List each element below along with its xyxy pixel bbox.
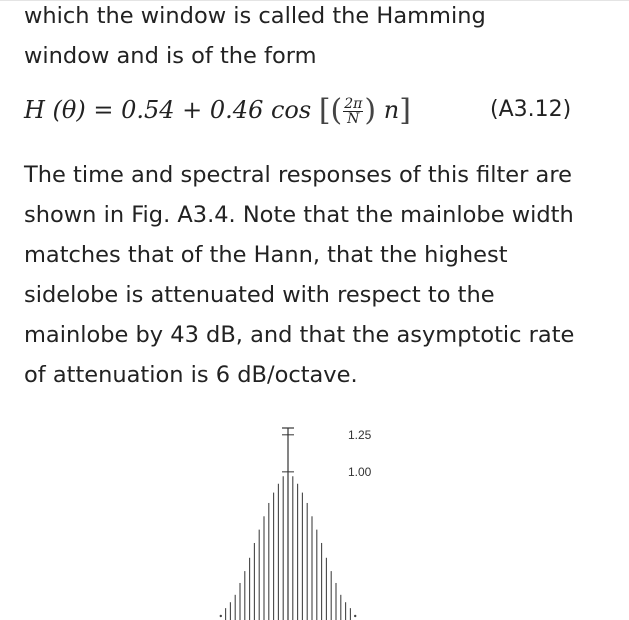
equation-body	[24, 90, 411, 131]
fraction-numerator: 2π	[344, 96, 363, 112]
equation-lhs: H (θ) = 0.54 + 0.46 cos	[24, 96, 312, 124]
text-line: which the window is called the Hamming	[24, 3, 486, 29]
hamming-equation	[24, 90, 624, 130]
text-line: of attenuation is 6 dB/octave.	[24, 362, 358, 388]
text-line: matches that of the Hann, that the highest	[24, 242, 508, 268]
tick-label: 1.25	[348, 427, 372, 442]
intro-paragraph	[24, 0, 614, 76]
bracket-close: ]	[399, 93, 411, 128]
equation-variable: n	[383, 96, 400, 124]
equation-number: (A3.12)	[490, 97, 572, 122]
hamming-window-figure	[150, 420, 450, 620]
bracket-open: [(	[318, 93, 343, 128]
window-end-dot	[220, 615, 222, 617]
tick-label: 1.00	[348, 464, 372, 479]
text-line: mainlobe by 43 dB, and that the asymptotic rate	[24, 322, 575, 348]
text-line: window and is of the form	[24, 43, 317, 69]
text-line: shown in Fig. A3.4. Note that the mainlobe width	[24, 202, 574, 228]
description-paragraph	[24, 155, 614, 395]
window-end-dot	[354, 615, 356, 617]
text-line: The time and spectral responses of this filter are	[24, 162, 572, 188]
text-line: sidelobe is attenuated with respect to the	[24, 282, 495, 308]
equation-fraction	[343, 97, 363, 126]
figure-bars	[220, 472, 357, 620]
fraction-denominator: N	[347, 111, 360, 127]
paren-close: )	[364, 93, 377, 128]
